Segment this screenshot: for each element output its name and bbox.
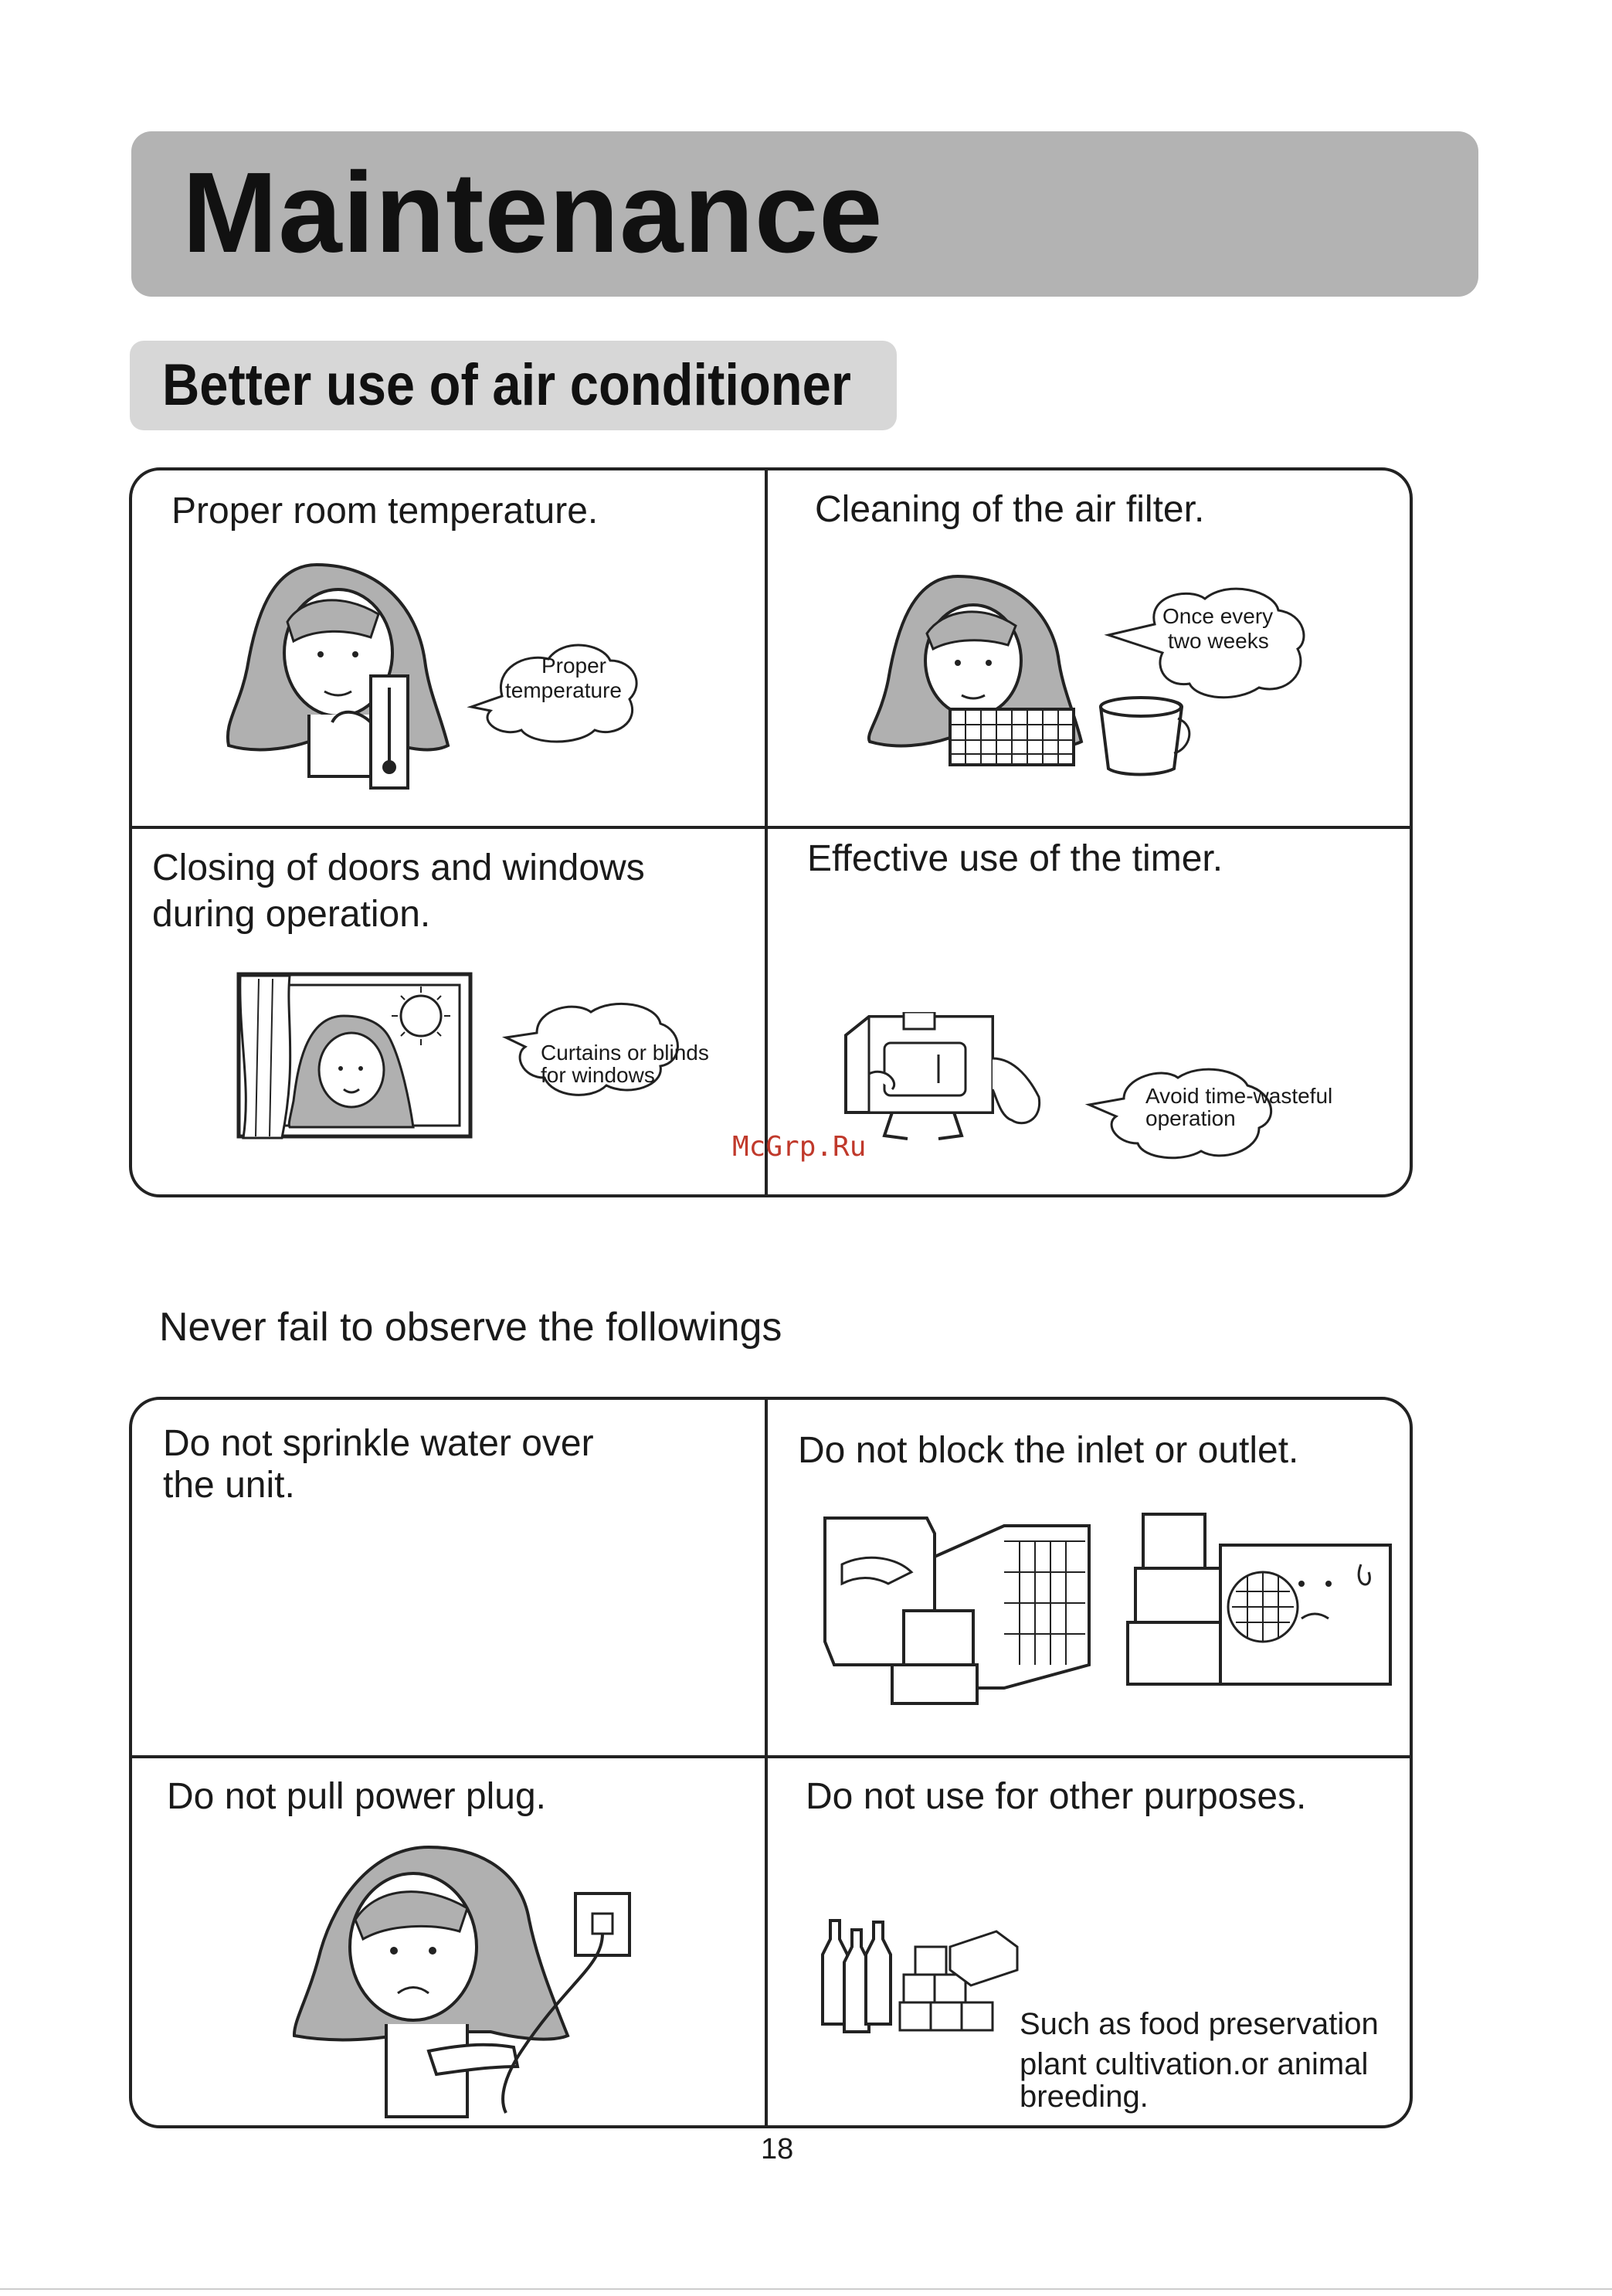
bubble-text-line: operation: [1145, 1106, 1236, 1130]
panel-divider: [131, 826, 1411, 829]
usage-note-line: plant cultivation.or animal: [1020, 2047, 1369, 2081]
page-number: 18: [761, 2133, 794, 2165]
usage-note-line: Such as food preservation: [1020, 2007, 1379, 2041]
bubble-text-line: two weeks: [1168, 629, 1269, 653]
tip-caption: during operation.: [152, 894, 431, 935]
bubble-text-line: temperature: [505, 678, 622, 702]
tip-caption: Proper room temperature.: [171, 491, 599, 532]
warning-caption: Do not block the inlet or outlet.: [798, 1430, 1299, 1471]
bubble-text-line: for windows: [541, 1063, 655, 1087]
bottles-cans-illustration: [815, 1916, 1023, 2040]
section-heading: Never fail to observe the followings: [159, 1305, 782, 1350]
warning-caption: Do not pull power plug.: [167, 1776, 546, 1817]
tip-caption: Cleaning of the air filter.: [815, 489, 1205, 530]
panel-divider: [765, 1398, 768, 2127]
section-title: Better use of air conditioner: [162, 352, 851, 418]
page-edge-line: [0, 2288, 1612, 2290]
bubble-text-line: Proper: [541, 654, 607, 678]
bubble-text-line: Once every: [1162, 604, 1274, 628]
page-title: Maintenance: [182, 149, 884, 277]
warning-caption: Do not sprinkle water over: [163, 1423, 594, 1464]
panel-divider: [765, 469, 768, 1196]
bubble-text-line: Avoid time-wasteful: [1145, 1084, 1333, 1108]
blocked-unit-illustration: [819, 1510, 1406, 1711]
warning-caption: the unit.: [163, 1465, 295, 1506]
watermark: McGrp.Ru: [732, 1131, 867, 1163]
warning-caption: Do not use for other purposes.: [806, 1776, 1307, 1817]
tip-caption: Effective use of the timer.: [807, 838, 1223, 879]
bubble-text-line: Curtains or blinds: [541, 1041, 709, 1065]
tip-caption: Closing of doors and windows: [152, 847, 645, 888]
usage-note-line: breeding.: [1020, 2080, 1149, 2114]
panel-divider: [131, 1755, 1411, 1758]
girl-plug-illustration: [290, 1843, 645, 2121]
